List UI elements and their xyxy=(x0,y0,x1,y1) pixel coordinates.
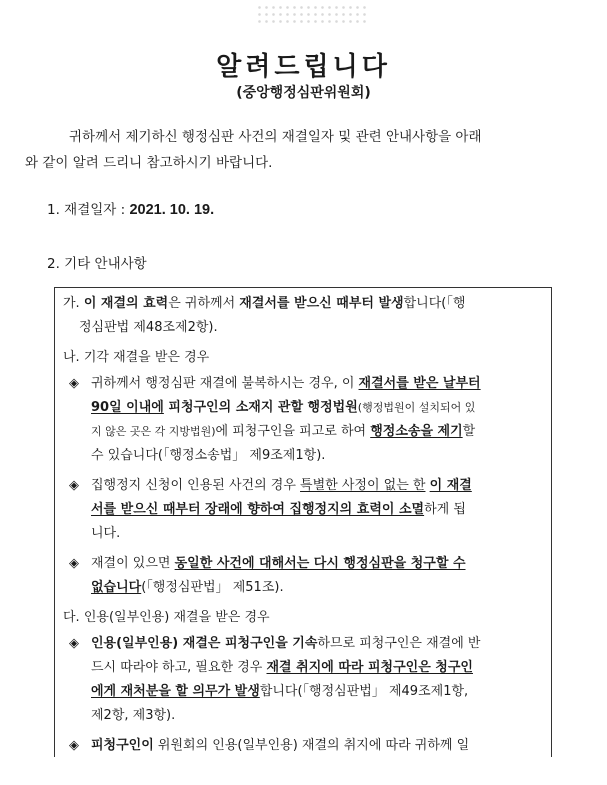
diamond-bullet-icon: ◈ xyxy=(69,738,79,753)
section-na-heading: 나. 기각 재결을 받은 경우 xyxy=(63,350,210,365)
intro-line-1: 귀하께서 제기하신 행정심판 사건의 재결일자 및 관련 안내사항을 아래 xyxy=(69,129,482,145)
list-item: ◈ 재결이 있으면 동일한 사건에 대해서는 다시 행정심판을 청구할 수 없습니다(「행정심판법」 제51조). xyxy=(63,552,541,600)
diamond-bullet-icon: ◈ xyxy=(69,636,79,651)
decision-date-value: 2021. 10. 19. xyxy=(129,202,215,218)
diamond-bullet-icon: ◈ xyxy=(69,556,79,571)
page-title: 알려드립니다 xyxy=(216,52,391,82)
decision-date-label: 1. 재결일자 : xyxy=(47,202,130,218)
section-ga-line-1: 가. 이 재결의 효력은 귀하께서 재결서를 받으신 때부터 발생합니다(「행 xyxy=(63,296,466,311)
section-da xyxy=(63,606,541,757)
list-item: ◈ 귀하께서 행정심판 재결에 불복하시는 경우, 이 재결서를 받은 날부터 90일 이내에 피청구인의 소재지 관할 행정법원(행정법원이 설치되어 있 지 않은 곳은 각 지방법원)에 피청구인을 피고로 하여 행정소송을 제기할 수 있습니다(「행정소송법」 제9조제1항). xyxy=(63,372,541,468)
intro-paragraph xyxy=(25,124,563,176)
section-ga xyxy=(63,292,541,340)
list-item: ◈ 피청구인이 위원회의 인용(일부인용) 재결의 취지에 따라 귀하께 일 xyxy=(63,734,541,757)
notice-box xyxy=(54,287,552,757)
diamond-bullet-icon: ◈ xyxy=(69,478,79,493)
section-da-heading: 다. 인용(일부인용) 재결을 받은 경우 xyxy=(63,610,270,625)
decision-date-item xyxy=(47,198,214,218)
page-subtitle: (중앙행정심판위원회) xyxy=(236,85,371,101)
other-info-heading: 2. 기타 안내사항 xyxy=(47,256,147,272)
list-item: ◈ 집행정지 신청이 인용된 사건의 경우 특별한 사정이 없는 한 이 재결 서를 받으신 때부터 장래에 향하여 집행정지의 효력이 소멸하게 됩 니다. xyxy=(63,474,541,546)
section-ga-line-2: 정심판법 제48조제2항). xyxy=(79,320,218,335)
list-item: ◈ 인용(일부인용) 재결은 피청구인을 기속하므로 피청구인은 재결에 반 드시 따라야 하고, 필요한 경우 재결 취지에 따라 피청구인은 청구인 에게 재처분을 할 의무가 발생합니다(「행정심판법」 제49조제1항, 제2항, 제3항). xyxy=(63,632,541,728)
faint-seal-watermark xyxy=(256,4,366,26)
diamond-bullet-icon: ◈ xyxy=(69,376,79,391)
intro-line-2: 와 같이 알려 드리니 참고하시기 바랍니다. xyxy=(25,155,273,171)
section-na xyxy=(63,346,541,600)
